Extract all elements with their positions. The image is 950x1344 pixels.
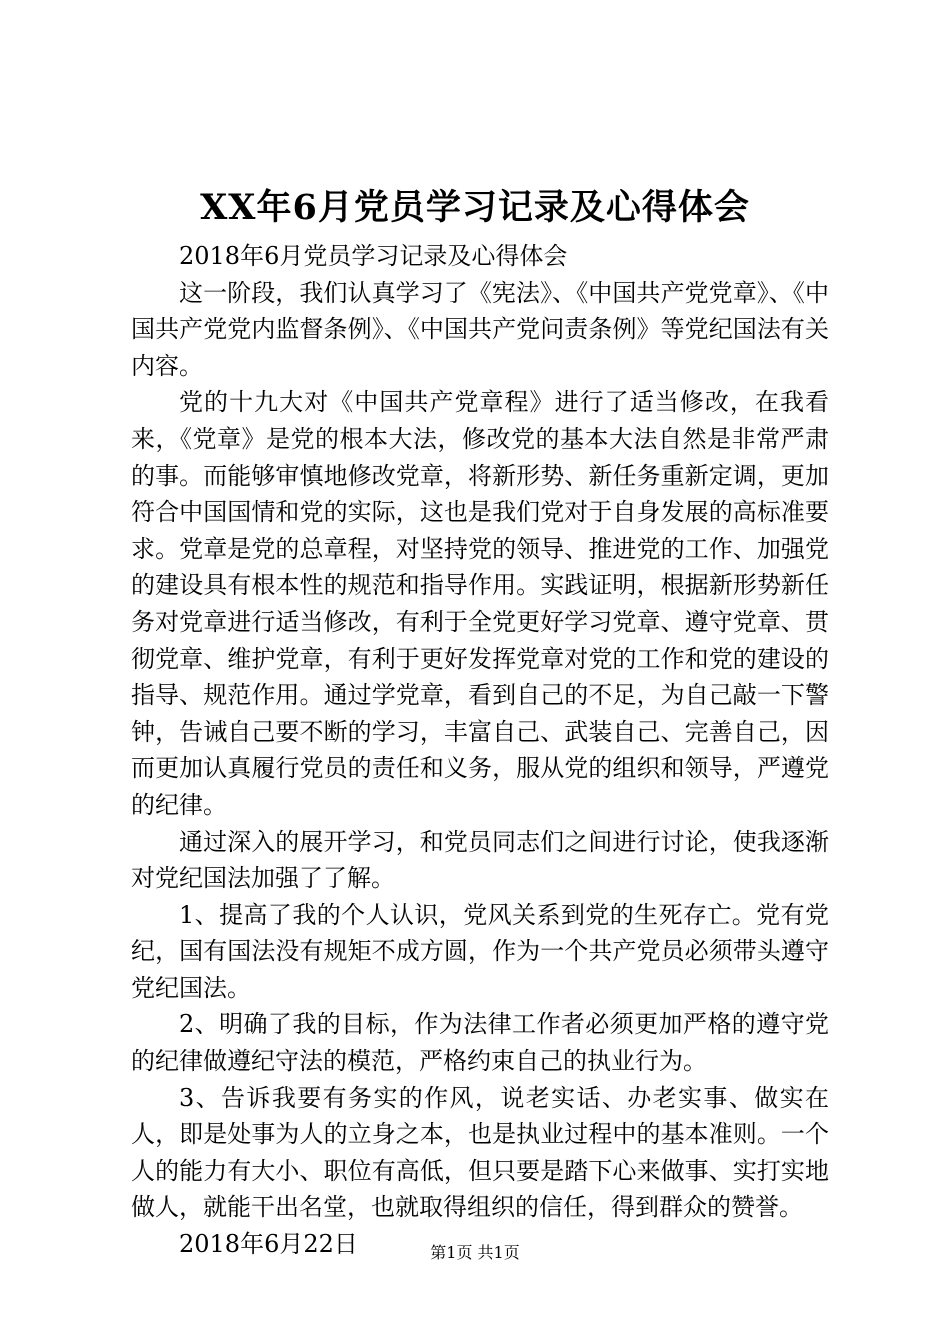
paragraph-point-2: 2、明确了我的目标，作为法律工作者必须更加严格的遵守党的纪律做遵纪守法的模范，严格约束自己的执业行为。 xyxy=(131,1010,829,1076)
paragraph-intro: 这一阶段，我们认真学习了《宪法》、《中国共产党党章》、《中国共产党党内监督条例》、《中国共产党问责条例》等党纪国法有关内容。 xyxy=(131,278,829,380)
document-body xyxy=(131,238,829,1263)
paragraph-point-3: 3、告诉我要有务实的作风，说老实话、办老实事、做实在人，即是处事为人的立身之本，也是执业过程中的基本准则。一个人的能力有大小、职位有高低，但只要是踏下心来做事、实打实地做人，就能干出名堂，也就取得组织的信任，得到群众的赞誉。 xyxy=(131,1083,829,1222)
paragraph-discussion: 通过深入的展开学习，和党员同志们之间进行讨论，使我逐渐对党纪国法加强了了解。 xyxy=(131,827,829,893)
document-date: 2018年6月22日 xyxy=(179,1230,358,1259)
paragraph-subtitle: 2018年6月党员学习记录及心得体会 xyxy=(179,242,568,270)
paragraph-point-1: 1、提高了我的个人认识，党风关系到党的生死存亡。党有党纪，国有国法没有规矩不成方圆，作为一个共产党员必须带头遵守党纪国法。 xyxy=(131,900,829,1002)
page-footer: 第1页 共1页 xyxy=(430,1243,520,1262)
document-title: XX年6月党员学习记录及心得体会 xyxy=(200,187,750,228)
paragraph-party-constitution: 党的十九大对《中国共产党章程》进行了适当修改，在我看来，《党章》是党的根本大法，修改党的基本大法自然是非常严肃的事。而能够审慎地修改党章，将新形势、新任务重新定调，更加符合中国国情和党的实际，这也是我们党对于自身发展的高标准要求。党章是党的总章程，对坚持党的领导、推进党的工作、加强党的建设具有根本性的规范和指导作用。实践证明，根据新形势新任务对党章进行适当修改，有利于全党更好学习党章、遵守党章、贯彻党章、维护党章，有利于更好发挥党章对党的工作和党的建设的指导、规范作用。通过学党章，看到自己的不足，为自己敲一下警钟，告诫自己要不断的学习，丰富自己、武装自己、完善自己，因而更加认真履行党员的责任和义务，服从党的组织和领导，严遵党的纪律。 xyxy=(131,388,829,819)
